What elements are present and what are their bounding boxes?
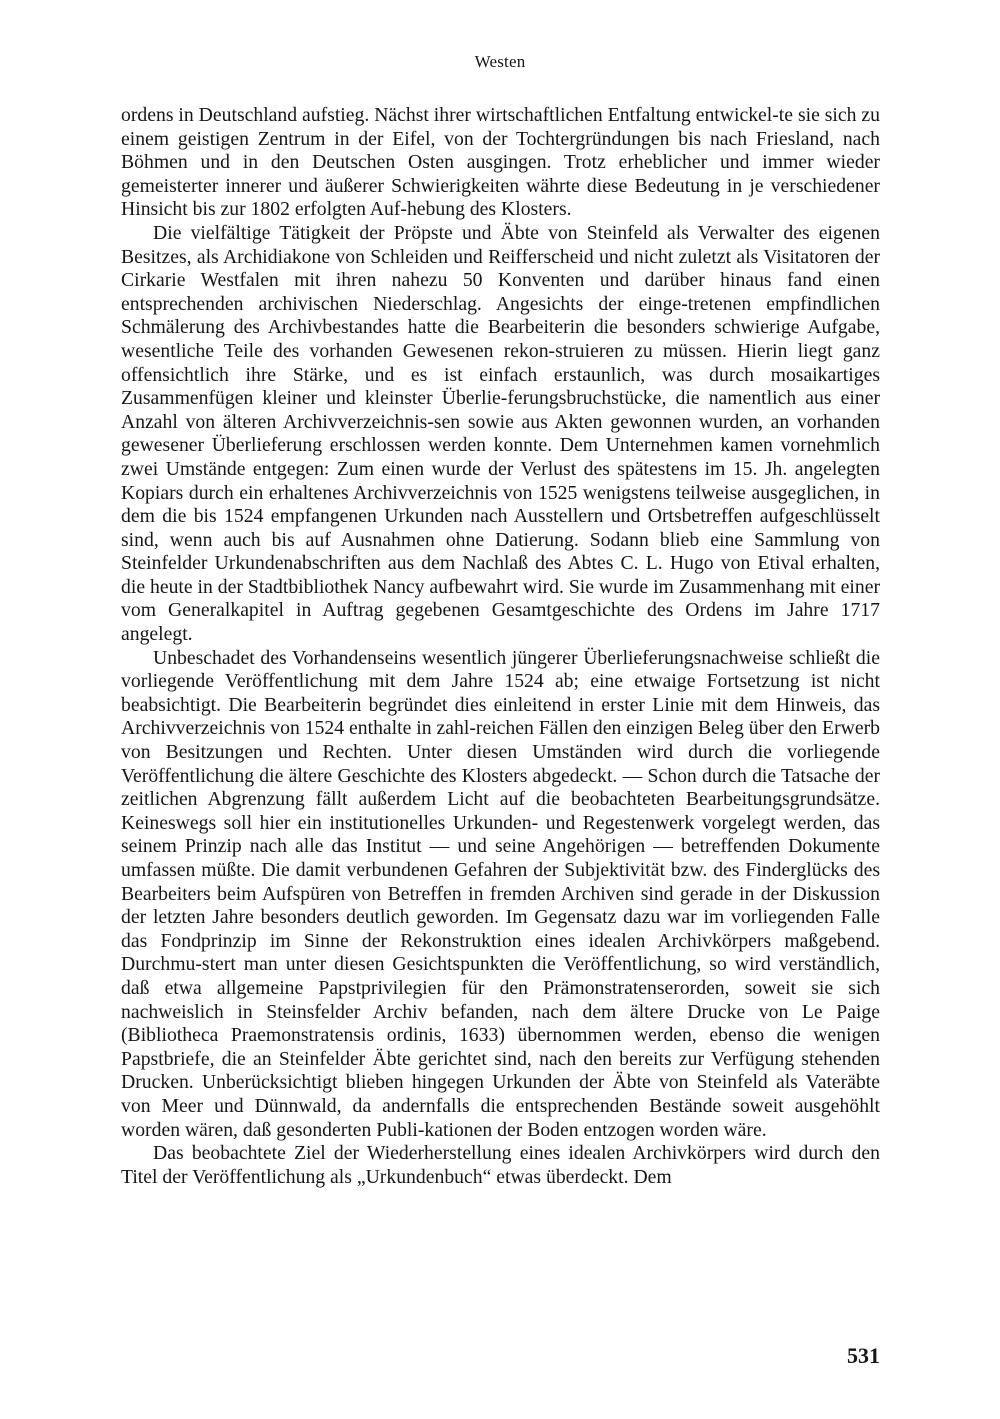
body-text	[121, 104, 880, 1189]
paragraph-continuation: ordens in Deutschland aufstieg. Nächst ihrer wirtschaftlichen Entfaltung entwickel-te sie sich zu einem geistigen Zentrum in der Eifel, von der Tochtergründungen bis nach Friesland, nach Böhmen und in den Deutschen Osten ausgingen. Trotz erheblicher und immer wieder gemeisterter innerer und äußerer Schwierigkeiten währte diese Bedeutung in je verschiedener Hinsicht bis zur 1802 erfolgten Auf-hebung des Klosters.	[121, 104, 880, 221]
paragraph-title-note: Das beobachtete Ziel der Wiederherstellung eines idealen Archivkörpers wird durch den Titel der Veröffentlichung als „Urkundenbuch“ etwas überdeckt. Dem	[121, 1142, 880, 1188]
paragraph-scope-principles: Unbeschadet des Vorhandenseins wesentlich jüngerer Überlieferungsnachweise schließt die vorliegende Veröffentlichung mit dem Jahre 1524 ab; eine etwaige Fortsetzung ist nicht beabsichtigt. Die Bearbeiterin begründet dies einleitend in erster Linie mit dem Hinweis, das Archivverzeichnis von 1524 enthalte in zahl-reichen Fällen den einzigen Beleg über den Erwerb von Besitzungen und Rechten. Unter diesen Umständen wird durch die vorliegende Veröffentlichung die ältere Geschichte des Klosters abgedeckt. — Schon durch die Tatsache der zeitlichen Abgrenzung fällt außerdem Licht auf die beobachteten Bearbeitungsgrundsätze. Keineswegs soll hier ein institutionelles Urkunden- und Regestenwerk vorgelegt werden, das seinem Prinzip nach alle das Institut — und seine Angehörigen — betreffenden Dokumente umfassen müßte. Die damit verbundenen Gefahren der Subjektivität bzw. des Finderglücks des Bearbeiters beim Aufspüren von Betreffen in fremden Archiven sind gerade in der Diskussion der letzten Jahre besonders deutlich geworden. Im Gegensatz dazu war im vorliegenden Falle das Fondprinzip im Sinne der Rekonstruktion eines idealen Archivkörpers maßgebend. Durchmu-stert man unter diesen Gesichtspunkten die Veröffentlichung, so wird verständlich, daß etwa allgemeine Papstprivilegien für den Prämonstratenserorden, soweit sie sich nachweislich in Steinsfelder Archiv befanden, nach dem ältere Drucke von Le Paige (Bibliotheca Praemonstratensis ordinis, 1633) übernommen werden, ebenso die wenigen Papstbriefe, die an Steinfelder Äbte gerichtet sind, nach den bereits zur Verfügung stehenden Drucken. Unberücksichtigt blieben hingegen Urkunden der Äbte von Steinfeld als Vateräbte von Meer und Dünnwald, da andernfalls die entsprechenden Bestände soweit ausgehöhlt worden wären, daß gesonderten Publi-kationen der Boden entzogen worden wäre.	[121, 646, 880, 1141]
running-head: Westen	[474, 52, 526, 71]
page-number: 531	[847, 1343, 880, 1368]
paragraph-steinfeld-activities: Die vielfältige Tätigkeit der Pröpste und Äbte von Steinfeld als Verwalter des eigenen Besitzes, als Archidiakone von Schleiden und Reifferscheid und nicht zuletzt als Visitatoren der Cirkarie Westfalen mit ihren nahezu 50 Konventen und darüber hinaus fand einen entsprechenden archivischen Niederschlag. Angesichts der einge-tretenen empfindlichen Schmälerung des Archivbestandes hatte die Bearbeiterin die besonders schwierige Aufgabe, wesentliche Teile des vorhanden Gewesenen rekon-struieren zu müssen. Hierin liegt ganz offensichtlich ihre Stärke, und es ist einfach erstaunlich, was durch mosaikartiges Zusammenfügen kleiner und kleinster Überlie-ferungsbruchstücke, die namentlich aus einer Anzahl von älteren Archivverzeichnis-sen sowie aus Akten gewonnen wurden, an vorhanden gewesener Überlieferung erschlossen werden konnte. Dem Unternehmen kamen vornehmlich zwei Umstände entgegen: Zum einen wurde der Verlust des spätestens im 15. Jh. angelegten Kopiars durch ein erhaltenes Archivverzeichnis von 1525 wenigstens teilweise ausgeglichen, in dem die bis 1524 empfangenen Urkunden nach Ausstellern und Ortsbetreffen aufgeschlüsselt sind, wenn auch bis auf Ausnahmen ohne Datierung. Sodann blieb eine Sammlung von Steinfelder Urkundenabschriften aus dem Nachlaß des Abtes C. L. Hugo von Etival erhalten, die heute in der Stadtbibliothek Nancy aufbewahrt wird. Sie wurde im Zusammenhang mit einer vom Generalkapitel in Auftrag gegebenen Gesamtgeschichte des Ordens im Jahre 1717 angelegt.	[121, 221, 880, 646]
